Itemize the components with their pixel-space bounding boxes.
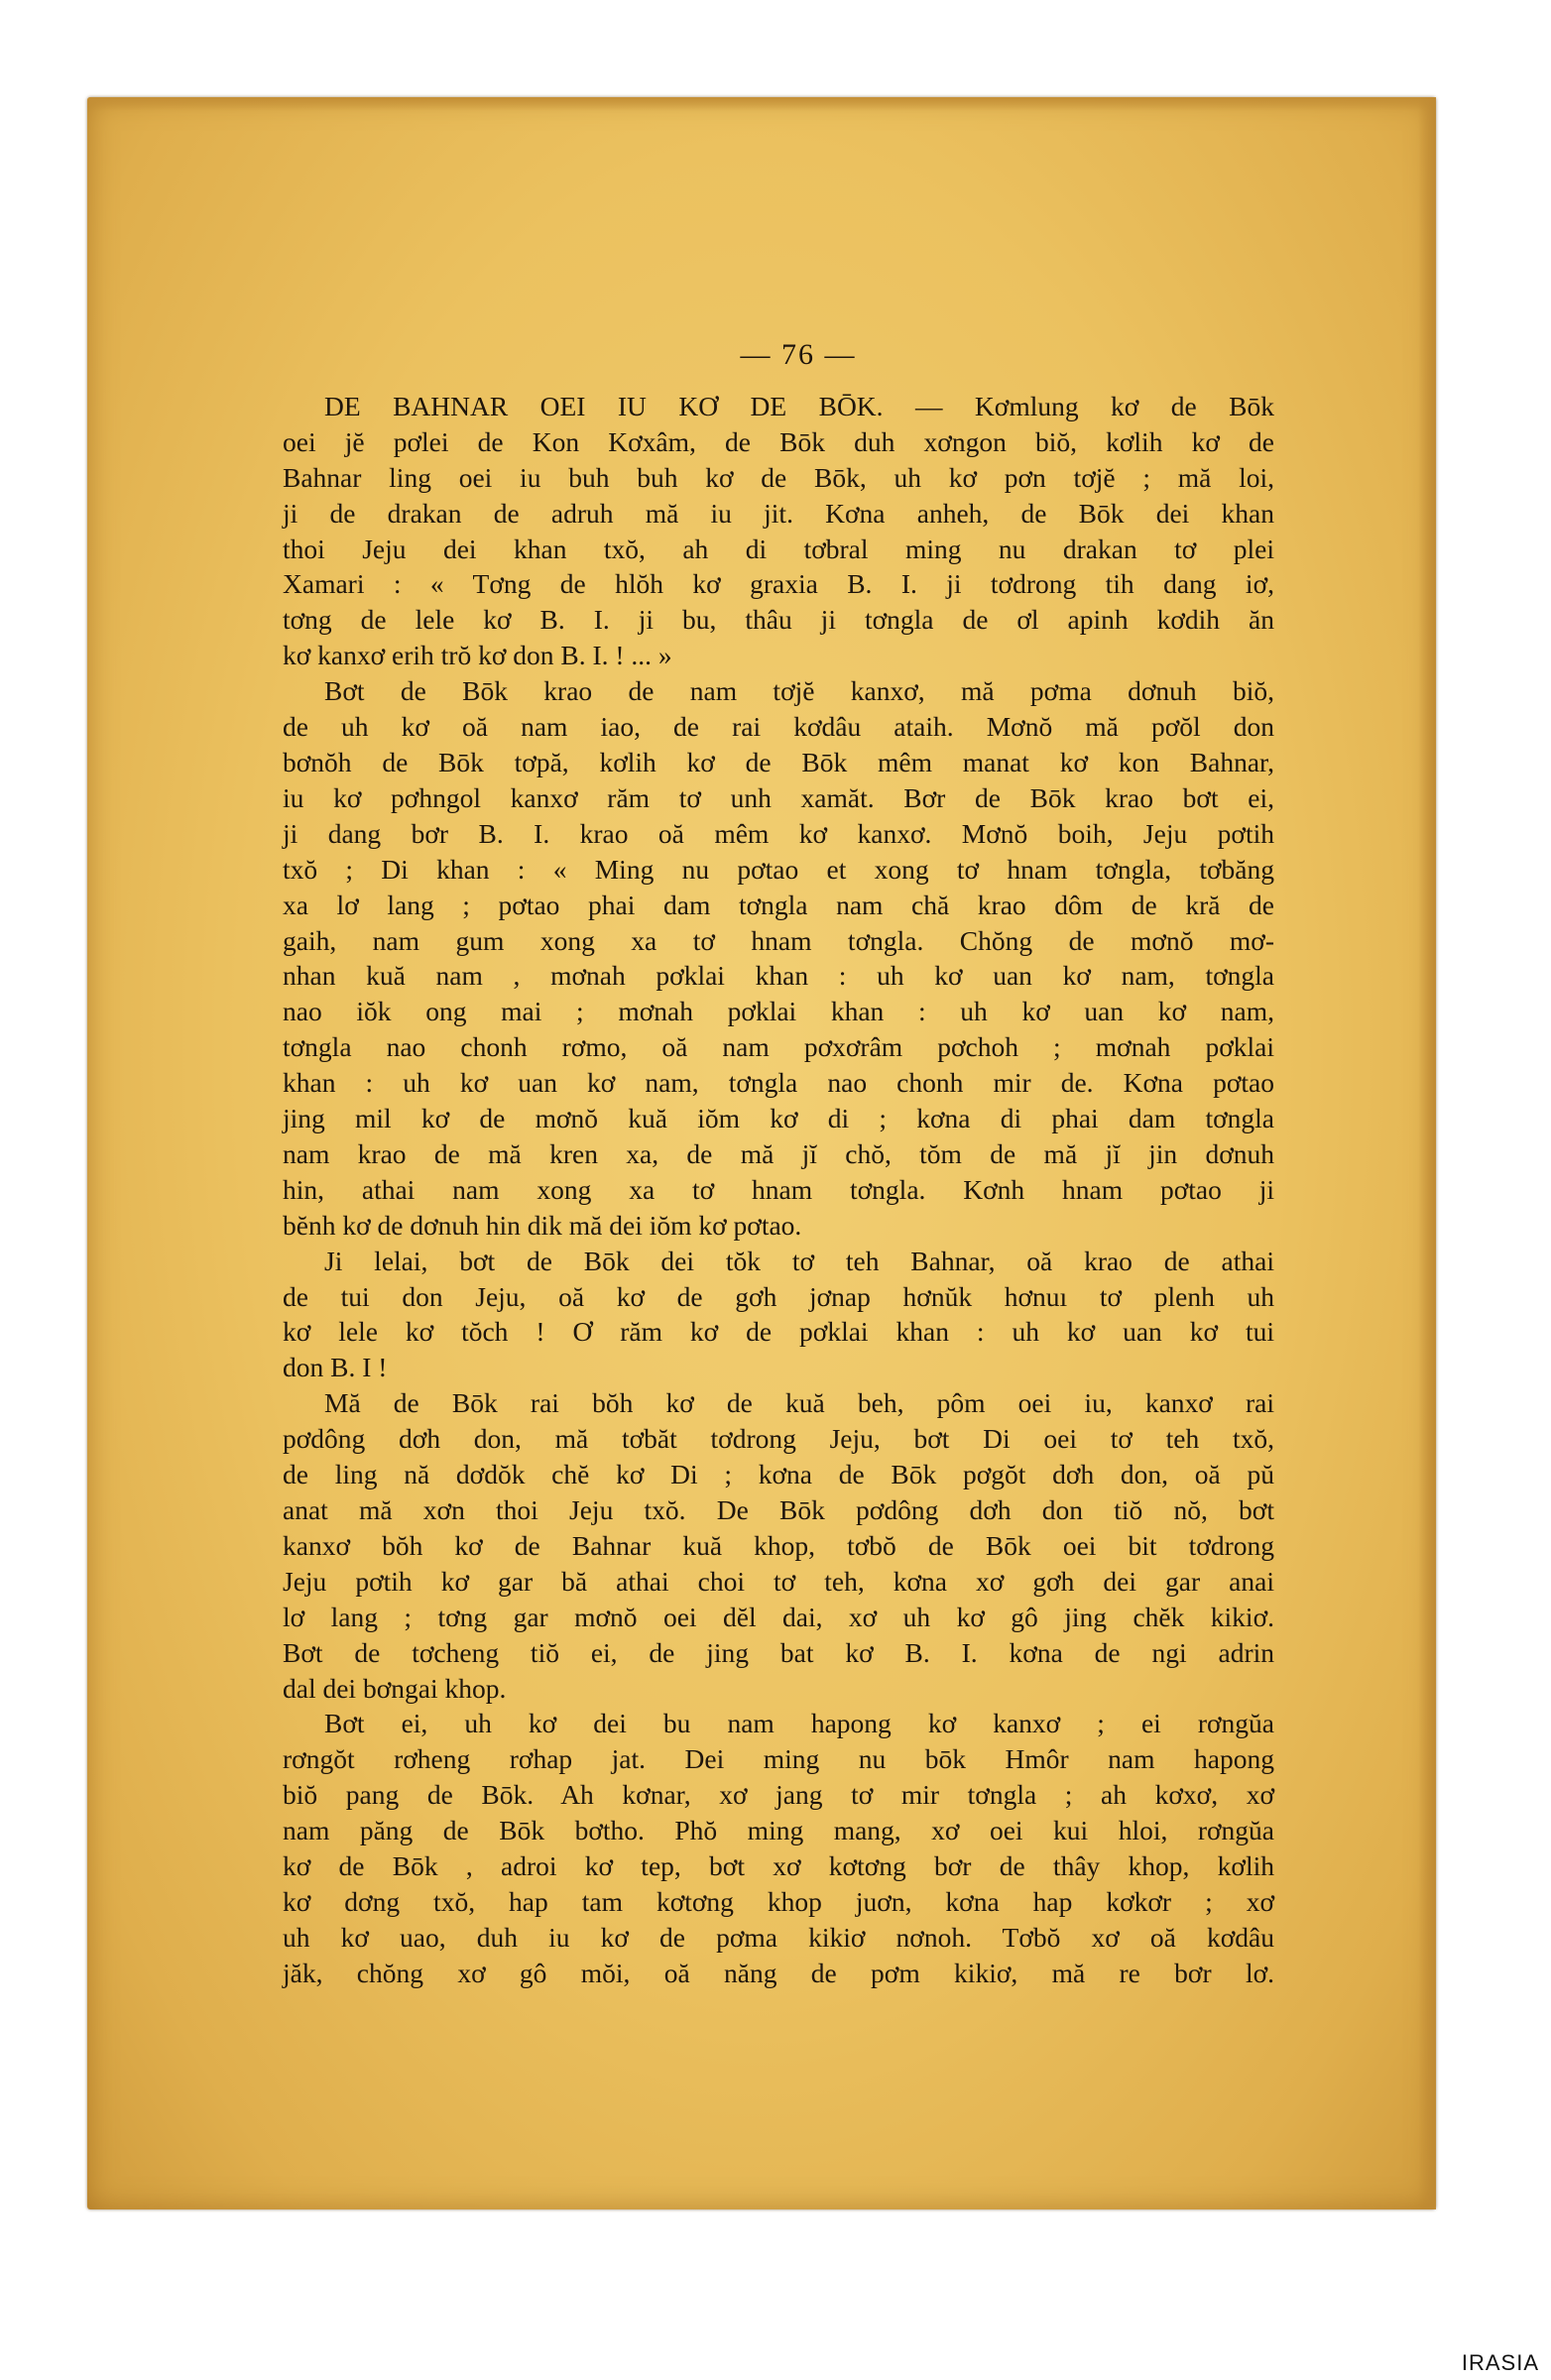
paragraph	[283, 673, 1274, 1244]
text-line: kơ dơng txŏ, hap tam kơtơng khop juơn, kơna hap kơkơr ; xơ	[283, 1885, 1274, 1917]
text-line: dal dei bơngai khop.	[283, 1672, 507, 1704]
text-line: khan : uh kơ uan kơ nam, tơngla nao chonh mir de. Kơna pơtao	[283, 1067, 1274, 1099]
text-line: Xamari : « Tơng de hlŏh kơ graxia B. I. ji tơdrong tih dang iơ,	[283, 568, 1274, 600]
text-line: iu kơ pơhngol kanxơ răm tơ unh xamăt. Bơr de Bōk krao bơt ei,	[283, 781, 1274, 813]
text-line: lơ lang ; tơng gar mơnŏ oei dĕl dai, xơ uh kơ gô jing chĕk kikiơ.	[283, 1601, 1274, 1632]
text-line: nam krao de mă kren xa, de mă jĭ chŏ, tŏm de mă jĭ jin dơnuh	[283, 1137, 1274, 1169]
text-line: tơngla nao chonh rơmo, oă nam pơxơrâm pơchoh ; mơnah pơklai	[283, 1031, 1274, 1063]
text-line: Jeju pơtih kơ gar bă athai choi tơ teh, kơna xơ gơh dei gar anai	[283, 1565, 1274, 1597]
text-line: kơ de Bōk , adroi kơ tep, bơt xơ kơtơng bơr de thây khop, kơlih	[283, 1850, 1274, 1882]
text-line: Mă de Bōk rai bŏh kơ de kuă beh, pôm oei iu, kanxơ rai	[324, 1387, 1274, 1419]
text-line: xa lơ lang ; pơtao phai dam tơngla nam chă krao dôm de kră de	[283, 889, 1274, 920]
text-line: de tui don Jeju, oă kơ de gơh jơnap hơnŭk hơnuı tơ plenh uh	[283, 1280, 1274, 1312]
text-line: Bơt de tơcheng tiŏ ei, de jing bat kơ B. I. kơna de ngi adrin	[283, 1636, 1274, 1668]
text-line: Bahnar ling oei iu buh buh kơ de Bōk, uh kơ pơn tơjĕ ; mă loi,	[283, 461, 1274, 493]
text-line: Bơt de Bōk krao de nam tơjĕ kanxơ, mă pơma dơnuh biŏ,	[324, 675, 1274, 707]
text-line: txŏ ; Di khan : « Ming nu pơtao et xong tơ hnam tơngla, tơbăng	[283, 853, 1274, 885]
paragraph	[283, 1385, 1274, 1706]
text-line: anat mă xơn thoi Jeju txŏ. De Bōk pơdông dơh don tiŏ nŏ, bơt	[283, 1494, 1274, 1525]
text-block	[283, 337, 1274, 1991]
paragraph	[283, 1244, 1274, 1386]
text-line: ji de drakan de adruh mă iu jit. Kơna anheh, de Bōk dei khan	[283, 497, 1274, 529]
text-line: bơnŏh de Bōk tơpă, kơlih kơ de Bōk mêm manat kơ kon Bahnar,	[283, 746, 1274, 777]
text-line: nhan kuă nam , mơnah pơklai khan : uh kơ uan kơ nam, tơngla	[283, 960, 1274, 992]
paragraph	[283, 389, 1274, 673]
text-line: de ling nă dơdŏk chĕ kơ Di ; kơna de Bōk pơgŏt dơh don, oă pŭ	[283, 1459, 1274, 1490]
watermark-label: IRASIA	[1461, 2350, 1539, 2375]
text-line: kơ lele kơ tŏch ! Ơ răm kơ de pơklai khan : uh kơ uan kơ tui	[283, 1316, 1274, 1348]
page-number: — 76 —	[740, 338, 857, 371]
text-line: de uh kơ oă nam iao, de rai kơdâu ataih. Mơnŏ mă pơŏl don	[283, 711, 1274, 743]
text-line: Bơt ei, uh kơ dei bu nam hapong kơ kanxơ ; ei rơngŭa	[324, 1708, 1274, 1739]
text-line: tơng de lele kơ B. I. ji bu, thâu ji tơngla de ơl apinh kơdih ăn	[283, 604, 1274, 636]
text-line: nam păng de Bōk bơtho. Phŏ ming mang, xơ oei kui hloi, rơngŭa	[283, 1815, 1274, 1846]
text-line: bĕnh kơ de dơnuh hin dik mă dei iŏm kơ pơtao.	[283, 1209, 802, 1241]
paper-right-edge	[1418, 97, 1436, 2209]
text-line: kanxơ bŏh kơ de Bahnar kuă khop, tơbŏ de Bōk oei bit tơdrong	[283, 1529, 1274, 1561]
text-line: ji dang bơr B. I. krao oă mêm kơ kanxơ. Mơnŏ boih, Jeju pơtih	[283, 817, 1274, 849]
text-line: oei jĕ pơlei de Kon Kơxâm, de Bōk duh xơngon biŏ, kơlih kơ de	[283, 425, 1274, 457]
text-line: nao iŏk ong mai ; mơnah pơklai khan : uh kơ uan kơ nam,	[283, 996, 1274, 1027]
text-line: don B. I !	[283, 1352, 388, 1383]
text-line: Ji lelai, bơt de Bōk dei tŏk tơ teh Bahnar, oă krao de athai	[324, 1245, 1274, 1276]
text-line: gaih, nam gum xong xa tơ hnam tơngla. Chŏng de mơnŏ mơ-	[283, 924, 1274, 956]
text-line: jing mil kơ de mơnŏ kuă iŏm kơ di ; kơna di phai dam tơngla	[283, 1103, 1274, 1134]
text-line: kơ kanxơ erih trŏ kơ don B. I. ! ... »	[283, 640, 672, 671]
paper-top-edge	[87, 97, 1436, 111]
text-line: biŏ pang de Bōk. Ah kơnar, xơ jang tơ mir tơngla ; ah kơxơ, xơ	[283, 1779, 1274, 1811]
text-line: DE BAHNAR OEI IU KƠ DE BŌK. — Kơmlung kơ de Bōk	[324, 390, 1274, 421]
text-line: rơngŏt rơheng rơhap jat. Dei ming nu bōk Hmôr nam hapong	[283, 1743, 1274, 1775]
text-line: hin, athai nam xong xa tơ hnam tơngla. Kơnh hnam pơtao ji	[283, 1173, 1274, 1205]
text-line: pơdông dơh don, mă tơbăt tơdrong Jeju, bơt Di oei tơ teh txŏ,	[283, 1423, 1274, 1455]
text-line: uh kơ uao, duh iu kơ de pơma kikiơ nơnoh. Tơbŏ xơ oă kơdâu	[283, 1921, 1274, 1953]
text-line: thoi Jeju dei khan txŏ, ah di tơbral ming nu drakan tơ plei	[283, 533, 1274, 564]
paragraph	[283, 1706, 1274, 1990]
text-line: jăk, chŏng xơ gô mŏi, oă năng de pơm kikiơ, mă re bơr lơ.	[283, 1957, 1274, 1988]
